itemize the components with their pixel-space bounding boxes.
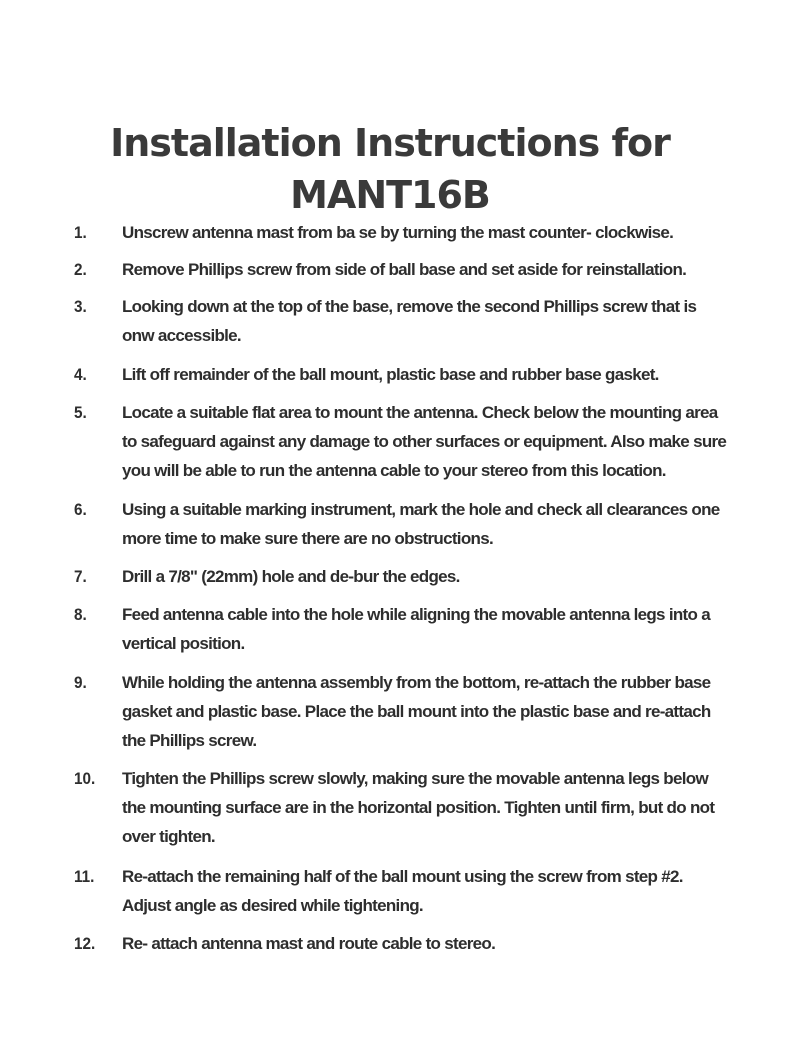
- step-text: Using a suitable marking instrument, mark the hole and check all clearances one more time to make sure there are no obstructions.: [122, 500, 720, 548]
- step-number: 9.: [74, 673, 87, 692]
- step-number: 3.: [74, 297, 87, 316]
- step-number: 4.: [74, 365, 87, 384]
- step-text: Drill a 7/8" (22mm) hole and de-bur the edges.: [122, 567, 460, 586]
- step-text: Locate a suitable flat area to mount the antenna. Check below the mounting area to safeguard against any damage to other surfaces or equipment. Also make sure you will be able to run the antenna cable to your stereo from this location.: [122, 403, 727, 480]
- step-number: 8.: [74, 605, 87, 624]
- step-number: 12.: [74, 934, 96, 953]
- step-number: 5.: [74, 403, 87, 422]
- step-number: 11.: [74, 867, 95, 886]
- step-text: While holding the antenna assembly from the bottom, re-attach the rubber base gasket and plastic base. Place the ball mount into the plastic base and re-attach the Phillips screw.: [122, 673, 711, 750]
- step-text: Remove Phillips screw from side of ball base and set aside for reinstallation.: [122, 260, 687, 279]
- step-text: Re-attach the remaining half of the ball mount using the screw from step #2. Adjust angle as desired while tightening.: [122, 867, 683, 915]
- step-number: 7.: [74, 567, 87, 586]
- title-line-1: Installation Instructions for: [110, 121, 670, 166]
- step-number: 1.: [74, 223, 87, 242]
- step-text: Looking down at the top of the base, remove the second Phillips screw that is onw accessible.: [122, 297, 697, 345]
- step-number: 10.: [74, 769, 96, 788]
- step-text: Tighten the Phillips screw slowly, making sure the movable antenna legs below the mounting surface are in the horizontal position. Tighten until firm, but do not over tighten.: [122, 769, 715, 846]
- step-text: Re- attach antenna mast and route cable to stereo.: [122, 934, 496, 953]
- step-text: Unscrew antenna mast from ba se by turning the mast counter- clockwise.: [122, 223, 674, 242]
- title-line-2: MANT16B: [290, 173, 490, 218]
- step-number: 6.: [74, 500, 87, 519]
- step-number: 2.: [74, 260, 87, 279]
- step-text: Feed antenna cable into the hole while aligning the movable antenna legs into a vertical position.: [122, 605, 710, 653]
- step-text: Lift off remainder of the ball mount, plastic base and rubber base gasket.: [122, 365, 659, 384]
